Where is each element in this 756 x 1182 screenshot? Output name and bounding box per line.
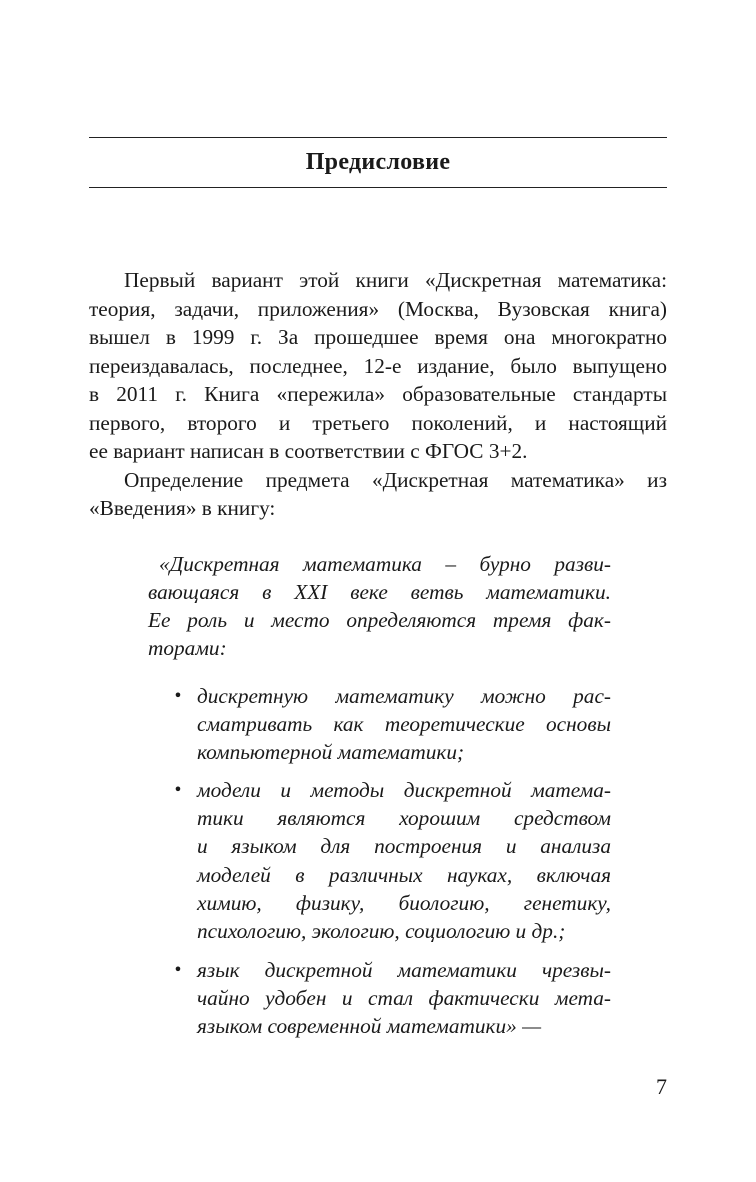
bullet-icon: •	[173, 780, 183, 799]
quote-line: вающаяся в XXI веке ветвь математики.	[148, 580, 611, 604]
text-line: переиздавалась, последнее, 12-е издание, было выпущено	[89, 354, 667, 378]
bullet-icon: •	[173, 960, 183, 979]
text-line: в 2011 г. Книга «пережила» образовательные стандарты	[89, 382, 667, 406]
quote-line: компьютерной математики;	[197, 740, 465, 764]
header-rule-bottom	[89, 187, 667, 188]
quote-line: и языком для построения и анализа	[197, 834, 611, 858]
chapter-title: Предисловие	[305, 149, 451, 175]
quote-line: «Дискретная математика – бурно разви-	[159, 552, 611, 576]
text-line: вышел в 1999 г. За прошедшее время она многократно	[89, 325, 667, 349]
quote-line: моделей в различных науках, включая	[197, 863, 611, 887]
header-rule-top	[89, 137, 667, 138]
text-line: Первый вариант этой книги «Дискретная математика:	[124, 268, 667, 292]
text-line: первого, второго и третьего поколений, и настоящий	[89, 411, 667, 435]
quote-line: язык дискретной математики чрезвы-	[197, 958, 611, 982]
text-line: Определение предмета «Дискретная математика» из	[124, 468, 667, 492]
bullet-icon: •	[173, 686, 183, 705]
quote-line: Ее роль и место определяются тремя фак-	[148, 608, 611, 632]
text-line: теория, задачи, приложения» (Москва, Вузовская книга)	[89, 297, 667, 321]
quote-line: тики являются хорошим средством	[197, 806, 611, 830]
quote-line: торами:	[148, 636, 227, 660]
quote-line: языком современной математики» —	[197, 1014, 542, 1038]
quote-line: дискретную математику можно рас-	[197, 684, 611, 708]
quote-line: сматривать как теоретические основы	[197, 712, 611, 736]
quote-line: чайно удобен и стал фактически мета-	[197, 986, 611, 1010]
quote-line: психологию, экологию, социологию и др.;	[197, 919, 566, 943]
quote-line: химию, физику, биологию, генетику,	[197, 891, 611, 915]
text-line: «Введения» в книгу:	[89, 496, 276, 520]
quote-line: модели и методы дискретной матема-	[197, 778, 611, 802]
page-number: 7	[656, 1074, 667, 1099]
text-line: ее вариант написан в соответствии с ФГОС 3+2.	[89, 439, 528, 463]
